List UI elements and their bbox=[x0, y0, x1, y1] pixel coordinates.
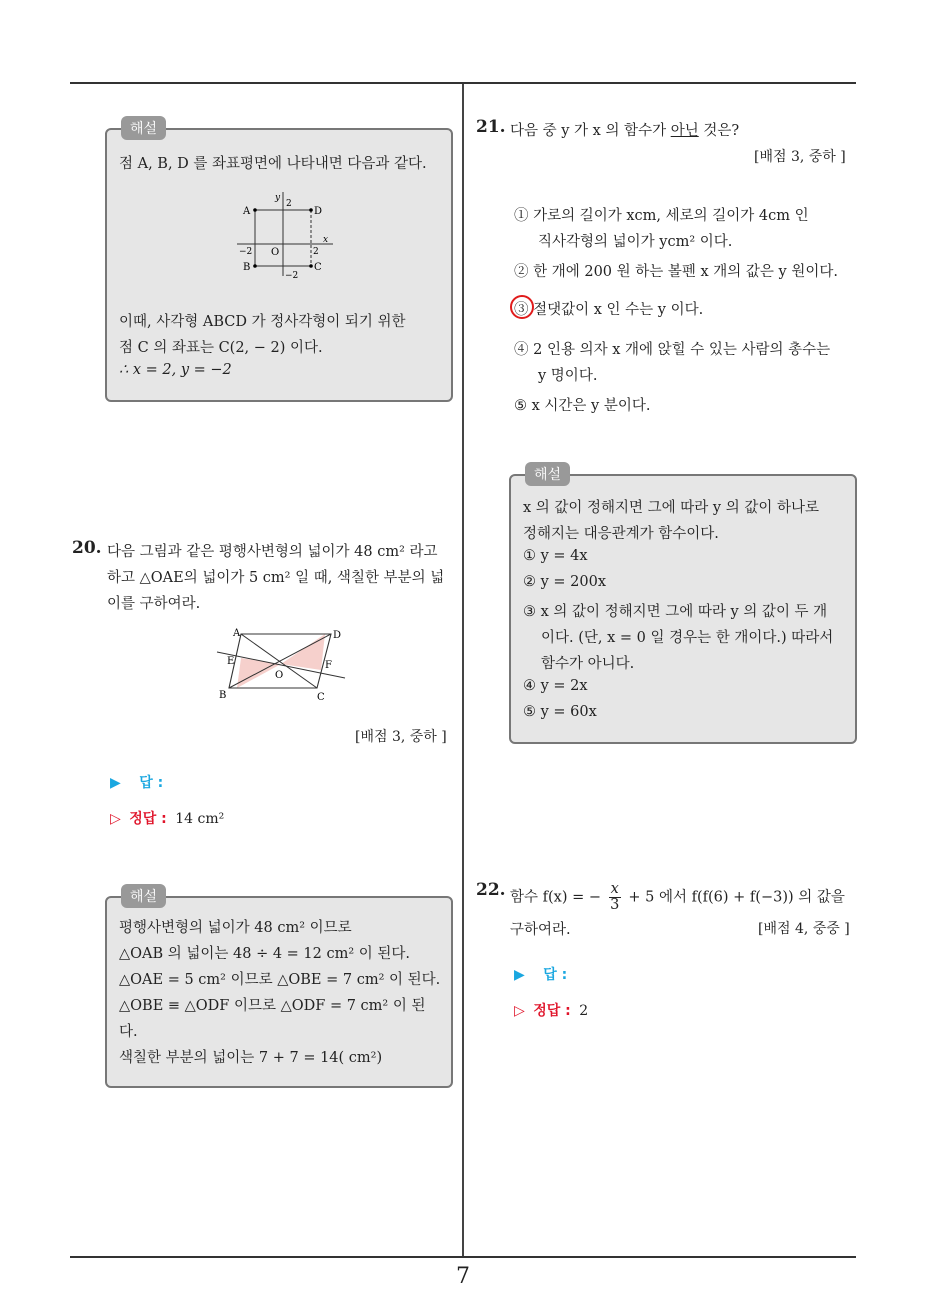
column-divider bbox=[462, 84, 464, 1256]
coordinate-figure bbox=[235, 188, 335, 278]
answer-input-22[interactable] bbox=[514, 964, 567, 984]
parallelogram-figure bbox=[215, 622, 350, 704]
solution-21-box bbox=[509, 467, 857, 744]
fig-label-B: B bbox=[243, 262, 251, 273]
answer-input-20[interactable] bbox=[110, 772, 163, 792]
choice-4[interactable]: ④ 2 인용 의자 x 개에 앉힐 수 있는 사람의 총수는 bbox=[514, 342, 831, 358]
choice-4-cont: y 명이다. bbox=[538, 368, 598, 384]
fig-tick-2-top: 2 bbox=[286, 199, 292, 209]
bottom-rule bbox=[70, 1256, 856, 1258]
solution-line: △OAE = 5 cm² 이므로 △OBE = 7 cm² 이 된다. bbox=[119, 972, 441, 988]
question-21-stem bbox=[510, 119, 739, 140]
solution-19-box bbox=[105, 121, 453, 402]
solution-20-box bbox=[105, 889, 453, 1088]
question-21-score: [배점 3, 중하 ] bbox=[754, 149, 846, 165]
fig-label-A: A bbox=[243, 206, 251, 217]
formula-part: + 5 에서 f(f(6) + f(−3)) 의 값을 bbox=[628, 889, 845, 906]
fig-label-y: y bbox=[275, 193, 281, 203]
solution-line: 이다. (단, x = 0 일 경우는 한 개이다.) 따라서 bbox=[541, 630, 834, 646]
fig-label-F: F bbox=[325, 660, 332, 671]
fig-label-E: E bbox=[227, 656, 235, 667]
formula-part: 함수 f(x) = − bbox=[510, 889, 601, 906]
page-number: 7 bbox=[456, 1264, 470, 1289]
choice-1-cont: 직사각형의 넓이가 ycm² 이다. bbox=[538, 234, 733, 250]
choice-2[interactable]: ② 한 개에 200 원 하는 볼펜 x 개의 값은 y 원이다. bbox=[514, 264, 838, 280]
solution-line: ∴ x = 2, y = −2 bbox=[119, 362, 232, 378]
stem-part: 다음 중 y 가 x 의 함수가 bbox=[510, 123, 671, 139]
solution-line: ④ y = 2x bbox=[523, 678, 588, 694]
fig-tick-neg2-left: −2 bbox=[239, 247, 253, 257]
fig-label-C: C bbox=[314, 262, 322, 273]
solution-line: △OBE ≡ △ODF 이므로 △ODF = 7 cm² 이 된 bbox=[119, 998, 426, 1014]
solution-line: ③ x 의 값이 정해지면 그에 따라 y 의 값이 두 개 bbox=[523, 604, 828, 620]
question-20-line: 이를 구하여라. bbox=[107, 596, 201, 612]
correct-arrow-icon: ▷ bbox=[110, 811, 121, 827]
fraction-numerator: x bbox=[610, 881, 619, 897]
fig-label-D: D bbox=[333, 630, 342, 641]
correct-answer-20 bbox=[110, 808, 224, 828]
correct-label: 정답 : bbox=[129, 811, 167, 827]
fig-label-x: x bbox=[323, 235, 329, 245]
choice-5[interactable]: ⑤ x 시간은 y 분이다. bbox=[514, 398, 651, 414]
correct-value: 2 bbox=[579, 1003, 589, 1019]
fig-tick-neg2-bottom: −2 bbox=[285, 271, 299, 278]
question-22-score: [배점 4, 중중 ] bbox=[758, 921, 850, 937]
solution-line: ⑤ y = 60x bbox=[523, 704, 597, 720]
solution-line: △OAB 의 넓이는 48 ÷ 4 = 12 cm² 이 된다. bbox=[119, 946, 411, 962]
fig-label-A: A bbox=[233, 628, 241, 639]
solution-line: 함수가 아니다. bbox=[541, 656, 635, 672]
solution-tag: 해설 bbox=[121, 884, 166, 908]
correct-arrow-icon: ▷ bbox=[514, 1003, 525, 1019]
solution-line: 평행사변형의 넓이가 48 cm² 이므로 bbox=[119, 920, 352, 936]
fig-label-C: C bbox=[317, 692, 325, 703]
question-20-number: 20. bbox=[72, 538, 102, 558]
solution-line: 점 C 의 좌표는 C(2, − 2) 이다. bbox=[119, 340, 323, 356]
correct-answer-22 bbox=[514, 1000, 588, 1020]
solution-tag: 해설 bbox=[525, 462, 570, 486]
stem-underlined: 아닌 bbox=[670, 123, 699, 139]
correct-value: 14 cm² bbox=[175, 811, 225, 827]
question-20-line: 하고 △OAE의 넓이가 5 cm² 일 때, 색칠한 부분의 넓 bbox=[107, 570, 445, 586]
solution-tag: 해설 bbox=[121, 116, 166, 140]
solution-line: ① y = 4x bbox=[523, 548, 588, 564]
answer-arrow-icon: ▶ bbox=[514, 967, 525, 983]
solution-line: ② y = 200x bbox=[523, 574, 607, 590]
question-20-line: 다음 그림과 같은 평행사변형의 넓이가 48 cm² 라고 bbox=[107, 544, 438, 560]
fig-label-D: D bbox=[314, 206, 323, 217]
solution-line: 점 A, B, D 를 좌표평면에 나타내면 다음과 같다. bbox=[119, 156, 427, 172]
solution-line: 정해지는 대응관계가 함수이다. bbox=[523, 526, 719, 542]
solution-line: 이때, 사각형 ABCD 가 정사각형이 되기 위한 bbox=[119, 314, 406, 330]
question-22-line bbox=[510, 882, 845, 913]
fig-label-O: O bbox=[271, 247, 280, 258]
answer-label: 답 : bbox=[139, 775, 164, 791]
stem-part: 것은? bbox=[698, 123, 740, 139]
fraction-denominator: 3 bbox=[610, 897, 620, 913]
choice-1[interactable]: ① 가로의 길이가 xcm, 세로의 길이가 4cm 인 bbox=[514, 208, 809, 224]
question-22-number: 22. bbox=[476, 880, 506, 900]
solution-line: 색칠한 부분의 넓이는 7 + 7 = 14( cm²) bbox=[119, 1050, 383, 1066]
solution-line: x 의 값이 정해지면 그에 따라 y 의 값이 하나로 bbox=[523, 500, 819, 516]
fig-tick-2-right: 2 bbox=[313, 247, 319, 257]
fig-label-B: B bbox=[219, 690, 227, 701]
correct-label: 정답 : bbox=[533, 1003, 571, 1019]
question-21-number: 21. bbox=[476, 117, 506, 137]
answer-arrow-icon: ▶ bbox=[110, 775, 121, 791]
choice-3[interactable]: ③ 절댓값이 x 인 수는 y 이다. bbox=[514, 302, 704, 318]
answer-label: 답 : bbox=[543, 967, 568, 983]
fraction bbox=[609, 882, 621, 913]
fig-label-O: O bbox=[275, 670, 284, 681]
question-22-line: 구하여라. bbox=[510, 922, 571, 938]
solution-line: 다. bbox=[119, 1024, 138, 1040]
question-20-score: [배점 3, 중하 ] bbox=[355, 729, 447, 745]
